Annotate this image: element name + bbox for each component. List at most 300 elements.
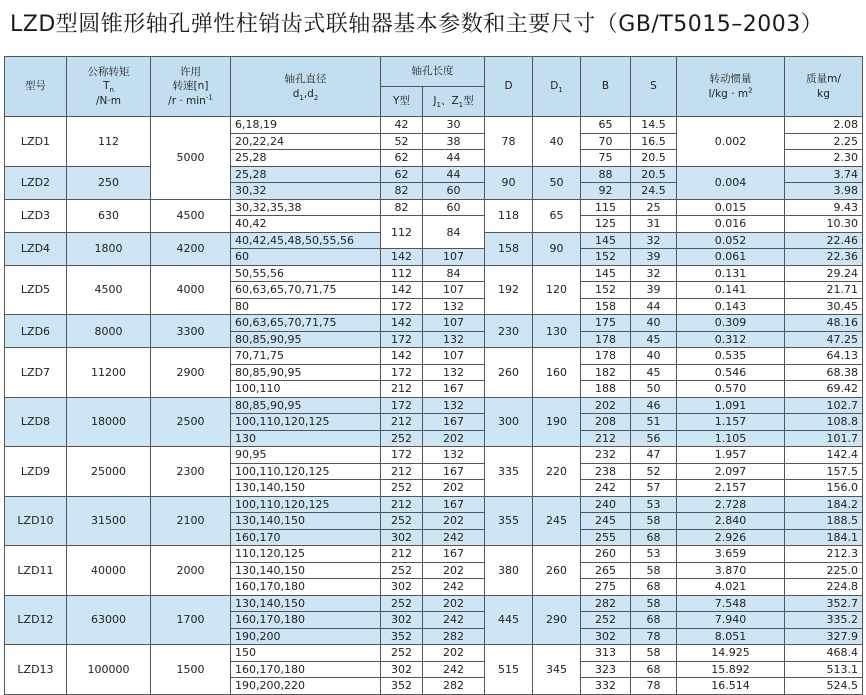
bore-diameter-cell: 60,63,65,70,71,75 <box>231 282 381 299</box>
mass-cell: 3.74 <box>785 166 863 183</box>
S-cell: 51 <box>631 414 677 431</box>
j-length-cell: 202 <box>423 645 485 662</box>
mass-cell: 224.8 <box>785 579 863 596</box>
mass-cell: 3.98 <box>785 183 863 200</box>
S-cell: 45 <box>631 331 677 348</box>
header-bore-d2: ,d <box>303 87 314 100</box>
header-mass-line1: 质量m/ <box>806 73 841 86</box>
B-cell: 245 <box>581 513 631 530</box>
B-cell: 252 <box>581 612 631 629</box>
j-length-cell: 132 <box>423 331 485 348</box>
inertia-cell: 7.940 <box>677 612 785 629</box>
bore-diameter-cell: 20,22,24 <box>231 133 381 150</box>
j-length-cell: 132 <box>423 397 485 414</box>
S-cell: 20.5 <box>631 150 677 167</box>
model-cell: LZD2 <box>5 166 67 199</box>
B-cell: 188 <box>581 381 631 398</box>
y-length-cell: 302 <box>381 661 423 678</box>
header-bore-name: 轴孔直径 <box>284 73 327 86</box>
torque-cell: 25000 <box>67 447 151 497</box>
header-torque-sub: n <box>109 86 114 95</box>
inertia-cell: 0.546 <box>677 364 785 381</box>
S-cell: 68 <box>631 612 677 629</box>
B-cell: 75 <box>581 150 631 167</box>
mass-cell: 22.46 <box>785 232 863 249</box>
page-title: LZD型圆锥形轴孔弹性柱销齿式联轴器基本参数和主要尺寸（GB/T5015–2003） <box>10 12 824 37</box>
j-length-cell: 282 <box>423 628 485 645</box>
inertia-cell: 1.091 <box>677 397 785 414</box>
B-cell: 240 <box>581 496 631 513</box>
generated-rows <box>5 265 863 694</box>
D1-cell: 50 <box>533 166 581 199</box>
D-cell: 158 <box>485 232 533 265</box>
y-length-cell: 212 <box>381 496 423 513</box>
bore-diameter-cell: 30,32 <box>231 183 381 200</box>
header-inertia-unit: I/kg · m <box>708 87 749 100</box>
y-length-cell: 112 <box>381 265 423 282</box>
j-length-cell: 44 <box>423 150 485 167</box>
inertia-cell: 14.925 <box>677 645 785 662</box>
bore-diameter-cell: 100,110 <box>231 381 381 398</box>
S-cell: 53 <box>631 546 677 563</box>
S-cell: 40 <box>631 315 677 332</box>
j-length-cell: 60 <box>423 183 485 200</box>
D-cell: 515 <box>485 645 533 695</box>
inertia-cell: 0.016 <box>677 216 785 233</box>
inertia-cell: 0.131 <box>677 265 785 282</box>
bore-diameter-cell: 40,42,45,48,50,55,56 <box>231 232 381 249</box>
header-B: B <box>581 57 631 117</box>
torque-cell: 11200 <box>67 348 151 398</box>
speed-cell: 4000 <box>151 265 231 315</box>
D1-cell: 190 <box>533 397 581 447</box>
inertia-cell: 15.892 <box>677 661 785 678</box>
inertia-cell: 16.514 <box>677 678 785 695</box>
S-cell: 39 <box>631 249 677 266</box>
j-length-cell: 242 <box>423 612 485 629</box>
B-cell: 152 <box>581 282 631 299</box>
S-cell: 45 <box>631 364 677 381</box>
inertia-cell: 1.105 <box>677 430 785 447</box>
bore-diameter-cell: 130,140,150 <box>231 480 381 497</box>
bore-diameter-cell: 160,170 <box>231 529 381 546</box>
y-length-cell: 112 <box>381 216 423 249</box>
y-length-cell: 302 <box>381 579 423 596</box>
inertia-cell: 0.004 <box>677 166 785 199</box>
S-cell: 78 <box>631 678 677 695</box>
bore-diameter-cell: 60 <box>231 249 381 266</box>
mass-cell: 102.7 <box>785 397 863 414</box>
bore-diameter-cell: 80,85,90,95 <box>231 397 381 414</box>
mass-cell: 188.5 <box>785 513 863 530</box>
y-length-cell: 172 <box>381 397 423 414</box>
bore-diameter-cell: 190,200,220 <box>231 678 381 695</box>
inertia-cell: 0.002 <box>677 117 785 167</box>
model-cell: LZD6 <box>5 315 67 348</box>
j-length-cell: 132 <box>423 364 485 381</box>
D-cell: 230 <box>485 315 533 348</box>
torque-cell: 18000 <box>67 397 151 447</box>
D1-cell: 290 <box>533 595 581 645</box>
inertia-cell: 0.570 <box>677 381 785 398</box>
inertia-cell: 0.143 <box>677 298 785 315</box>
y-length-cell: 252 <box>381 562 423 579</box>
B-cell: 323 <box>581 661 631 678</box>
D-cell: 260 <box>485 348 533 398</box>
B-cell: 242 <box>581 480 631 497</box>
speed-cell: 2300 <box>151 447 231 497</box>
y-length-cell: 142 <box>381 282 423 299</box>
inertia-cell: 0.535 <box>677 348 785 365</box>
B-cell: 65 <box>581 117 631 134</box>
S-cell: 68 <box>631 529 677 546</box>
B-cell: 265 <box>581 562 631 579</box>
header-S: S <box>631 57 677 117</box>
D-cell: 90 <box>485 166 533 199</box>
header-torque-symbol: T <box>103 80 110 93</box>
j-length-cell: 202 <box>423 595 485 612</box>
bore-diameter-cell: 160,170,180 <box>231 661 381 678</box>
header-mass-line2: kg <box>817 87 830 100</box>
j-length-cell: 242 <box>423 579 485 596</box>
S-cell: 31 <box>631 216 677 233</box>
y-length-cell: 62 <box>381 150 423 167</box>
mass-cell: 9.43 <box>785 199 863 216</box>
S-cell: 32 <box>631 265 677 282</box>
S-cell: 58 <box>631 595 677 612</box>
y-length-cell: 172 <box>381 447 423 464</box>
speed-cell: 2900 <box>151 348 231 398</box>
y-length-cell: 172 <box>381 331 423 348</box>
inertia-cell: 0.141 <box>677 282 785 299</box>
S-cell: 58 <box>631 513 677 530</box>
y-length-cell: 212 <box>381 414 423 431</box>
j-length-cell: 242 <box>423 661 485 678</box>
D1-cell: 40 <box>533 117 581 167</box>
mass-cell: 2.08 <box>785 117 863 134</box>
bore-diameter-cell: 80,85,90,95 <box>231 331 381 348</box>
torque-cell: 112 <box>67 117 151 167</box>
y-length-cell: 252 <box>381 430 423 447</box>
j-length-cell: 167 <box>423 381 485 398</box>
inertia-cell: 2.728 <box>677 496 785 513</box>
S-cell: 16.5 <box>631 133 677 150</box>
speed-cell: 1700 <box>151 595 231 645</box>
S-cell: 57 <box>631 480 677 497</box>
S-cell: 32 <box>631 232 677 249</box>
header-bore-diameter <box>231 57 381 117</box>
model-cell: LZD8 <box>5 397 67 447</box>
bore-diameter-cell: 160,170,180 <box>231 612 381 629</box>
bore-diameter-cell: 30,32,35,38 <box>231 199 381 216</box>
B-cell: 302 <box>581 628 631 645</box>
speed-cell: 4500 <box>151 199 231 232</box>
mass-cell: 22.36 <box>785 249 863 266</box>
y-length-cell: 302 <box>381 529 423 546</box>
inertia-cell: 2.097 <box>677 463 785 480</box>
S-cell: 25 <box>631 199 677 216</box>
header-bore-sub1: 1 <box>299 93 304 102</box>
coupling-parameters-table <box>4 56 863 695</box>
D-cell: 380 <box>485 546 533 596</box>
speed-cell: 2500 <box>151 397 231 447</box>
header-D: D <box>485 57 533 117</box>
D1-cell: 65 <box>533 199 581 232</box>
y-length-cell: 212 <box>381 546 423 563</box>
bore-diameter-cell: 100,110,120,125 <box>231 414 381 431</box>
torque-cell: 1800 <box>67 232 151 265</box>
bore-diameter-cell: 130,140,150 <box>231 513 381 530</box>
y-length-cell: 172 <box>381 298 423 315</box>
torque-cell: 31500 <box>67 496 151 546</box>
mass-cell: 142.4 <box>785 447 863 464</box>
mass-cell: 29.24 <box>785 265 863 282</box>
S-cell: 56 <box>631 430 677 447</box>
j-length-cell: 107 <box>423 249 485 266</box>
S-cell: 53 <box>631 496 677 513</box>
D-cell: 445 <box>485 595 533 645</box>
bore-diameter-cell: 60,63,65,70,71,75 <box>231 315 381 332</box>
mass-cell: 101.7 <box>785 430 863 447</box>
B-cell: 70 <box>581 133 631 150</box>
S-cell: 78 <box>631 628 677 645</box>
y-length-cell: 252 <box>381 645 423 662</box>
mass-cell: 47.25 <box>785 331 863 348</box>
header-mass <box>785 57 863 117</box>
B-cell: 255 <box>581 529 631 546</box>
B-cell: 313 <box>581 645 631 662</box>
mass-cell: 327.9 <box>785 628 863 645</box>
B-cell: 212 <box>581 430 631 447</box>
model-cell: LZD9 <box>5 447 67 497</box>
S-cell: 44 <box>631 298 677 315</box>
header-inertia-sup: 2 <box>748 86 753 94</box>
D1-cell: 130 <box>533 315 581 348</box>
header-torque <box>67 57 151 117</box>
header-jz-type-word: 型 <box>463 95 474 108</box>
bore-diameter-cell: 90,95 <box>231 447 381 464</box>
mass-cell: 69.42 <box>785 381 863 398</box>
j-length-cell: 107 <box>423 282 485 299</box>
speed-cell: 5000 <box>151 117 231 200</box>
j-length-cell: 84 <box>423 216 485 249</box>
inertia-cell: 3.659 <box>677 546 785 563</box>
mass-cell: 21.71 <box>785 282 863 299</box>
speed-cell: 3300 <box>151 315 231 348</box>
S-cell: 58 <box>631 645 677 662</box>
D1-cell: 90 <box>533 232 581 265</box>
inertia-cell: 2.926 <box>677 529 785 546</box>
y-length-cell: 142 <box>381 315 423 332</box>
D1-cell: 160 <box>533 348 581 398</box>
mass-cell: 184.2 <box>785 496 863 513</box>
mass-cell: 352.7 <box>785 595 863 612</box>
j-length-cell: 167 <box>423 414 485 431</box>
y-length-cell: 142 <box>381 249 423 266</box>
bore-diameter-cell: 190,200 <box>231 628 381 645</box>
bore-diameter-cell: 25,28 <box>231 166 381 183</box>
inertia-cell: 0.052 <box>677 232 785 249</box>
mass-cell: 524.5 <box>785 678 863 695</box>
y-length-cell: 212 <box>381 463 423 480</box>
B-cell: 178 <box>581 348 631 365</box>
j-length-cell: 30 <box>423 117 485 134</box>
mass-cell: 468.4 <box>785 645 863 662</box>
bore-diameter-cell: 50,55,56 <box>231 265 381 282</box>
S-cell: 14.5 <box>631 117 677 134</box>
header-y-type: Y型 <box>381 87 423 117</box>
B-cell: 208 <box>581 414 631 431</box>
D1-cell: 120 <box>533 265 581 315</box>
B-cell: 202 <box>581 397 631 414</box>
header-inertia-name: 转动惯量 <box>709 73 752 86</box>
j-length-cell: 132 <box>423 447 485 464</box>
inertia-cell: 4.021 <box>677 579 785 596</box>
header-speed <box>151 57 231 117</box>
mass-cell: 157.5 <box>785 463 863 480</box>
header-D1-sub: 1 <box>558 86 563 95</box>
S-cell: 20.5 <box>631 166 677 183</box>
torque-cell: 4500 <box>67 265 151 315</box>
mass-cell: 108.8 <box>785 414 863 431</box>
D1-cell: 220 <box>533 447 581 497</box>
j-length-cell: 107 <box>423 348 485 365</box>
header-torque-name: 公称转矩 <box>87 66 130 79</box>
y-length-cell: 52 <box>381 133 423 150</box>
S-cell: 39 <box>631 282 677 299</box>
B-cell: 332 <box>581 678 631 695</box>
D-cell: 78 <box>485 117 533 167</box>
S-cell: 46 <box>631 397 677 414</box>
header-bore-sub2: 2 <box>313 93 319 102</box>
speed-cell: 2000 <box>151 546 231 596</box>
B-cell: 92 <box>581 183 631 200</box>
header-speed-unit: /r · min <box>168 94 206 107</box>
bore-diameter-cell: 150 <box>231 645 381 662</box>
S-cell: 40 <box>631 348 677 365</box>
torque-cell: 8000 <box>67 315 151 348</box>
j-length-cell: 44 <box>423 166 485 183</box>
j-length-cell: 202 <box>423 562 485 579</box>
B-cell: 88 <box>581 166 631 183</box>
bore-diameter-cell: 40,42 <box>231 216 381 233</box>
header-bore-d: d <box>292 87 300 100</box>
D-cell: 192 <box>485 265 533 315</box>
B-cell: 238 <box>581 463 631 480</box>
mass-cell: 30.45 <box>785 298 863 315</box>
mass-cell: 335.2 <box>785 612 863 629</box>
speed-cell: 4200 <box>151 232 231 265</box>
model-cell: LZD10 <box>5 496 67 546</box>
j-length-cell: 167 <box>423 463 485 480</box>
mass-cell: 2.30 <box>785 150 863 167</box>
B-cell: 125 <box>581 216 631 233</box>
y-length-cell: 212 <box>381 381 423 398</box>
bore-diameter-cell: 130,140,150 <box>231 562 381 579</box>
bore-diameter-cell: 110,120,125 <box>231 546 381 563</box>
bore-diameter-cell: 80,85,90,95 <box>231 364 381 381</box>
j-length-cell: 167 <box>423 496 485 513</box>
model-cell: LZD3 <box>5 199 67 232</box>
model-cell: LZD4 <box>5 232 67 265</box>
model-cell: LZD13 <box>5 645 67 695</box>
B-cell: 152 <box>581 249 631 266</box>
mass-cell: 2.25 <box>785 133 863 150</box>
B-cell: 282 <box>581 595 631 612</box>
header-speed-line1: 许用 <box>180 66 201 79</box>
j-length-cell: 107 <box>423 315 485 332</box>
model-cell: LZD5 <box>5 265 67 315</box>
j-length-cell: 167 <box>423 546 485 563</box>
header-D1 <box>533 57 581 117</box>
j-length-cell: 38 <box>423 133 485 150</box>
y-length-cell: 252 <box>381 513 423 530</box>
B-cell: 178 <box>581 331 631 348</box>
y-length-cell: 82 <box>381 183 423 200</box>
B-cell: 260 <box>581 546 631 563</box>
speed-cell: 1500 <box>151 645 231 695</box>
j-length-cell: 202 <box>423 430 485 447</box>
bore-diameter-cell: 130 <box>231 430 381 447</box>
j-length-cell: 282 <box>423 678 485 695</box>
bore-diameter-cell: 100,110,120,125 <box>231 463 381 480</box>
D-cell: 118 <box>485 199 533 232</box>
torque-cell: 250 <box>67 166 151 199</box>
speed-cell: 2100 <box>151 496 231 546</box>
torque-cell: 100000 <box>67 645 151 695</box>
header-D1-main: D <box>550 80 559 93</box>
j-length-cell: 202 <box>423 480 485 497</box>
B-cell: 175 <box>581 315 631 332</box>
B-cell: 145 <box>581 265 631 282</box>
inertia-cell: 2.840 <box>677 513 785 530</box>
D1-cell: 245 <box>533 496 581 546</box>
mass-cell: 184.1 <box>785 529 863 546</box>
B-cell: 115 <box>581 199 631 216</box>
B-cell: 275 <box>581 579 631 596</box>
mass-cell: 513.1 <box>785 661 863 678</box>
header-bore-length: 轴孔长度 <box>381 57 485 87</box>
model-cell: LZD1 <box>5 117 67 167</box>
torque-cell: 40000 <box>67 546 151 596</box>
B-cell: 158 <box>581 298 631 315</box>
B-cell: 145 <box>581 232 631 249</box>
j-length-cell: 60 <box>423 199 485 216</box>
B-cell: 232 <box>581 447 631 464</box>
bore-diameter-cell: 25,28 <box>231 150 381 167</box>
bore-diameter-cell: 160,170,180 <box>231 579 381 596</box>
header-model: 型号 <box>5 57 67 117</box>
j-length-cell: 242 <box>423 529 485 546</box>
inertia-cell: 3.870 <box>677 562 785 579</box>
S-cell: 68 <box>631 579 677 596</box>
header-jz-j: J <box>433 95 437 108</box>
header-torque-unit: /N·m <box>96 94 121 107</box>
inertia-cell: 1.157 <box>677 414 785 431</box>
torque-cell: 630 <box>67 199 151 232</box>
D-cell: 335 <box>485 447 533 497</box>
D1-cell: 260 <box>533 546 581 596</box>
S-cell: 68 <box>631 661 677 678</box>
inertia-cell: 1.957 <box>677 447 785 464</box>
inertia-cell: 8.051 <box>677 628 785 645</box>
inertia-cell: 0.309 <box>677 315 785 332</box>
header-inertia <box>677 57 785 117</box>
inertia-cell: 7.548 <box>677 595 785 612</box>
mass-cell: 64.13 <box>785 348 863 365</box>
bore-diameter-cell: 130,140,150 <box>231 595 381 612</box>
D-cell: 300 <box>485 397 533 447</box>
